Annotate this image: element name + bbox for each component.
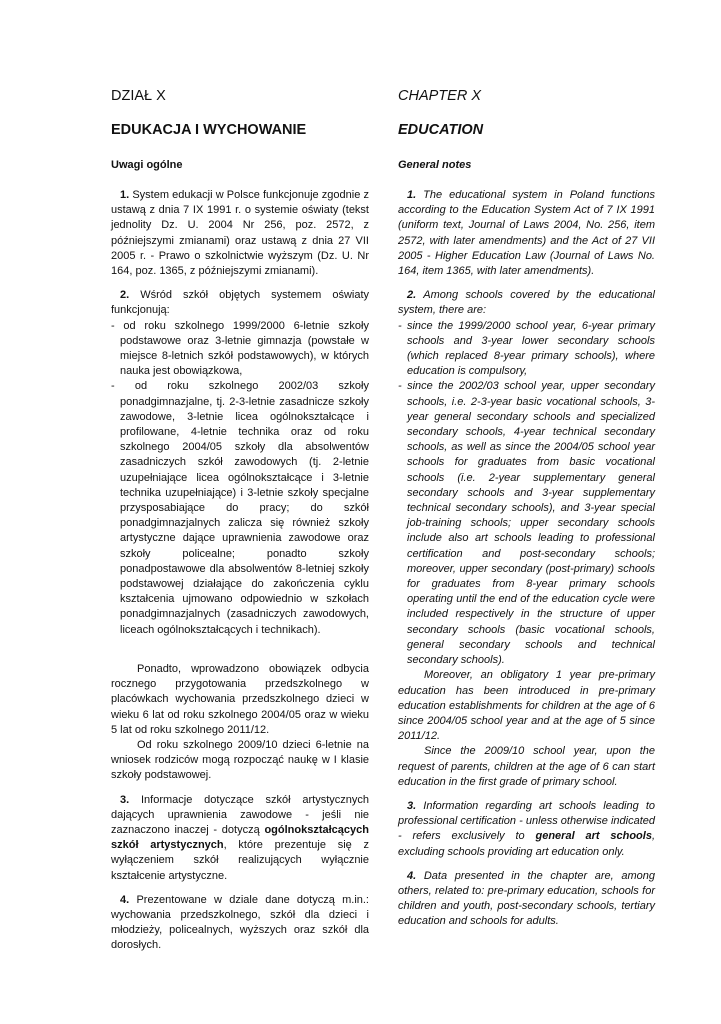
paragraph-2: [398, 288, 655, 318]
paragraph-3: [111, 793, 369, 884]
paragraph-2: [111, 288, 369, 318]
notes-heading: Uwagi ogólne: [111, 159, 183, 171]
paragraph-text: Informacje dotyczące szkół artystycznych dających uprawnienia zawodowe - jeśli nie zaznaczono inaczej - dotyczą: [111, 793, 369, 836]
paragraph-text: The educational system in Poland functions according to the Education System Act of 7 IX 1991 (uniform text, Journal of Laws 2004, No. 256, item 2572, with later amendments) and the Act of 27 VII 2005 - Higher Education Law (Journal of Laws No. 164, item 1365, with later amendments).: [398, 189, 655, 278]
paragraph-emphasis: general art schools: [535, 830, 652, 843]
paragraph-text: , excluding schools providing art education only.: [398, 830, 655, 858]
paragraph-number: 2.: [120, 289, 130, 302]
paragraph-2b: Moreover, an obligatory 1 year pre-primary education has been introduced in pre-primary education establishments for children at the age of 6 since 2004/05 school year and at the age of 5 since 2011/12.: [398, 669, 655, 743]
paragraph-text: System edukacji w Polsce funkcjonuje zgodnie z ustawą z dnia 7 IX 1991 r. o systemie oświaty (tekst jednolity Dz. U. 2004 Nr 256, poz. 2572, z późniejszymi zmianami) oraz ustawą z dnia 27 VII 2005 r. - Prawo o szkolnictwie wyższym (Dz. U. Nr 164, poz. 1365, z późniejszymi zmianami).: [111, 189, 369, 278]
polish-column: [111, 88, 369, 963]
paragraph-number: 3.: [407, 799, 417, 812]
paragraph-4: [398, 869, 655, 930]
paragraph-number: 2.: [407, 289, 417, 302]
english-column: [398, 88, 655, 939]
paragraph-4: [111, 893, 369, 954]
list-item: - since the 1999/2000 school year, 6-year primary schools and 3-year lower secondary schools (which replaced 8-year primary schools), where education is compulsory,: [398, 319, 655, 380]
paragraph-3: [398, 799, 655, 860]
paragraph-text: Information regarding art schools leading to professional certification - unless otherwise indicated - refers exclusively to: [398, 799, 655, 843]
section-title: EDUCATION: [398, 122, 484, 138]
paragraph-text: Among schools covered by the educational system, there are:: [398, 289, 655, 317]
chapter-heading: CHAPTER X: [398, 88, 481, 104]
paragraph-2c: Od roku szkolnego 2009/10 dzieci 6-letnie na wniosek rodziców mogą rozpocząć naukę w I klasie szkoły podstawowej.: [111, 738, 369, 782]
chapter-heading: DZIAŁ X: [111, 88, 166, 104]
paragraph-number: 3.: [120, 793, 130, 806]
paragraph-text: Data presented in the chapter are, among others, related to: pre-primary education, schools for children and youth, post-secondary schools, tertiary education and schools for adults.: [398, 869, 655, 928]
notes-heading: General notes: [398, 159, 472, 171]
section-title: EDUKACJA I WYCHOWANIE: [111, 122, 307, 138]
paragraph-emphasis: ogólnokształcących szkół artystycznych: [111, 823, 369, 852]
paragraph-2b: Ponadto, wprowadzono obowiązek odbycia rocznego przygotowania przedszkolnego w placówkach wychowania przedszkolnego dzieci w wieku 6 lat od roku szkolnego 2004/05 oraz w wieku 5 lat od roku szkolnego 2011/12.: [111, 662, 369, 736]
list-item: - since the 2002/03 school year, upper secondary schools, i.e. 2-3-year basic vocational schools, 3-year general secondary schools and specialized secondary schools, 4-year technical secondary schools, as well as since the 2004/05 school year schools for graduates from basic vocational schools (i.e. 2-year supplementary general secondary schools and 3-year supplementary technical secondary schools), and 3-year special job-training schools; upper secondary schools include also art schools leading to professional certification and post-secondary schools; moreover, upper secondary (post-primary) schools for graduates from 8-year primary schools operating until the end of the education cycle were included respectively in the structure of upper secondary schools (basic vocational schools, general secondary schools and technical secondary schools).: [398, 379, 655, 668]
list-item: - od roku szkolnego 1999/2000 6-letnie szkoły podstawowe oraz 3-letnie gimnazja (powstałe w miejsce 8-letnich szkół podstawowych), w których nauka jest obowiązkowa,: [111, 319, 369, 380]
paragraph-number: 1.: [407, 189, 417, 201]
paragraph-text: , które prezentuje się z wyłączeniem szkół realizujących wyłącznie kształcenie artystyczne.: [111, 839, 370, 882]
school-types-list: [398, 319, 655, 669]
paragraph-number: 4.: [407, 869, 417, 882]
paragraph-text: Prezentowane w dziale dane dotyczą m.in.: wychowania przedszkolnego, szkół dla dzieci i młodzieży, policealnych, wyższych oraz szkół dla dorosłych.: [111, 893, 369, 952]
paragraph-text: Wśród szkół objętych systemem oświaty funkcjonują:: [111, 289, 369, 317]
paragraph-number: 1.: [120, 189, 130, 201]
paragraph-2c: Since the 2009/10 school year, upon the request of parents, children at the age of 6 can start education in the first grade of primary school.: [398, 745, 655, 788]
paragraph-number: 4.: [120, 893, 130, 906]
school-types-list: [111, 319, 369, 638]
list-item: - od roku szkolnego 2002/03 szkoły ponadgimnazjalne, tj. 2-3-letnie zasadnicze szkoły zawodowe, 3-letnie licea ogólnokształcące i profilowane, 4-letnie technika oraz od roku szkolnego 2004/05 szkoły dla absolwentów zasadniczych szkół zawodowych (tj. 2-letnie uzupełniające licea ogólnokształcące i 3-letnie technika uzupełniające) i 3-letnie szkoły specjalne przysposabiające do pracy; do szkół ponadgimnazjalnych zalicza się również szkoły artystyczne dające uprawnienia zawodowe oraz szkoły policealne; ponadto szkoły ponadpostawowe dla absolwentów 8-letniej szkoły podstawowej działające do zakończenia cyklu kształcenia ujmowano odpowiednio w szkołach ponadgimnazjalnych (zasadniczych zawodowych, liceach ogólnokształcących i technikach).: [111, 379, 369, 637]
paragraph-1: [398, 188, 655, 279]
paragraph-1: [111, 188, 369, 279]
